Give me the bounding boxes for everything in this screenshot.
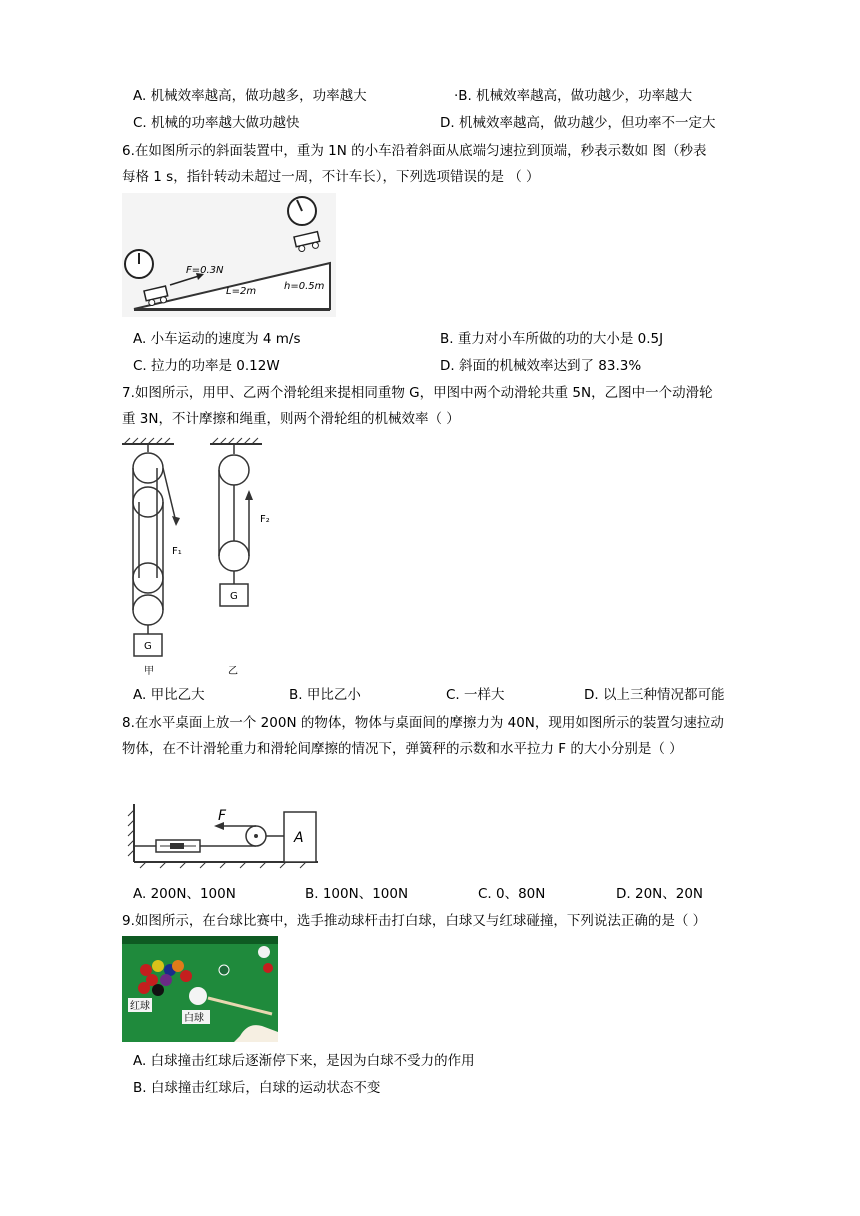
spring-scale-figure xyxy=(126,800,320,870)
force-right-label: F₂ xyxy=(260,514,270,525)
height-label: h=0.5m xyxy=(284,281,325,292)
stopwatch-left-icon xyxy=(125,250,153,278)
q5-option-a: A. 机械效率越高，做功越多，功率越大 xyxy=(133,88,367,104)
pulley-system-b xyxy=(219,444,249,584)
q7-option-c: C. 一样大 xyxy=(446,687,505,703)
q8-option-d: D. 20N、20N xyxy=(616,886,704,902)
caption-left: 甲 xyxy=(144,666,154,677)
q6-stem-line1: 6.在如图所示的斜面装置中，重为 1N 的小车沿着斜面从底端匀速拉到顶端，秒表示数如 图（秒表 xyxy=(122,143,707,159)
q7-option-a: A. 甲比乙大 xyxy=(133,687,205,703)
q7-stem-line1: 7.如图所示，用甲、乙两个滑轮组来提相同重物 G，甲图中两个动滑轮共重 5N，乙图中一个动滑轮 xyxy=(122,385,713,401)
q5-option-d: D. 机械效率越高，做功越少，但功率不一定大 xyxy=(440,115,716,131)
q6-option-a: A. 小车运动的速度为 4 m/s xyxy=(133,331,301,347)
billiards-photo xyxy=(122,936,278,1042)
q6-option-d: D. 斜面的机械效率达到了 83.3% xyxy=(440,358,642,374)
q6-stem-line2: 每格 1 s，指针转动未超过一周，不计车长），下列选项错误的是 （ ） xyxy=(122,169,540,185)
q9-option-a: A. 白球撞击红球后逐渐停下来，是因为白球不受力的作用 xyxy=(133,1053,475,1069)
incline-figure xyxy=(122,193,336,317)
q8-option-c: C. 0、80N xyxy=(478,886,546,902)
q9-option-b: B. 白球撞击红球后，白球的运动状态不变 xyxy=(133,1080,381,1096)
q6-option-c: C. 拉力的功率是 0.12W xyxy=(133,358,280,374)
q8-option-a: A. 200N、100N xyxy=(133,886,236,902)
weight-right-label: G xyxy=(230,591,238,602)
white-ball-label: 白球 xyxy=(184,1013,204,1024)
force-left-label: F₁ xyxy=(172,546,182,557)
q7-stem-line2: 重 3N，不计摩擦和绳重，则两个滑轮组的机械效率（ ） xyxy=(122,411,460,427)
q7-option-b: B. 甲比乙小 xyxy=(289,687,361,703)
q5-option-c: C. 机械的功率越大做功越快 xyxy=(133,115,300,131)
red-ball-label: 红球 xyxy=(130,1001,150,1012)
pulley-system-a xyxy=(133,444,176,634)
q8-stem-line1: 8.在水平桌面上放一个 200N 的物体，物体与桌面间的摩擦力为 40N，现用如图所示的装置匀速拉动 xyxy=(122,715,724,731)
length-label: L=2m xyxy=(226,286,257,297)
weight-left-label: G xyxy=(144,641,152,652)
force-label: F=0.3N xyxy=(186,265,224,276)
q5-option-b: ·B. 机械效率越高，做功越少，功率越大 xyxy=(454,88,693,104)
block-a-label: A xyxy=(294,830,304,846)
caption-right: 乙 xyxy=(228,666,238,677)
pulley-figure xyxy=(118,436,278,680)
q6-option-b: B. 重力对小车所做的功的大小是 0.5J xyxy=(440,331,664,347)
stopwatch-right-icon xyxy=(288,197,316,225)
q8-stem-line2: 物体，在不计滑轮重力和滑轮间摩擦的情况下，弹簧秤的示数和水平拉力 F 的大小分别是（ ） xyxy=(122,741,683,757)
q9-stem-line1: 9.如图所示，在台球比赛中，选手推动球杆击打白球，白球又与红球碰撞，下列说法正确的是（ ） xyxy=(122,913,707,929)
q8-option-b: B. 100N、100N xyxy=(305,886,409,902)
q7-option-d: D. 以上三种情况都可能 xyxy=(584,687,725,703)
force-f-label: F xyxy=(218,808,227,824)
